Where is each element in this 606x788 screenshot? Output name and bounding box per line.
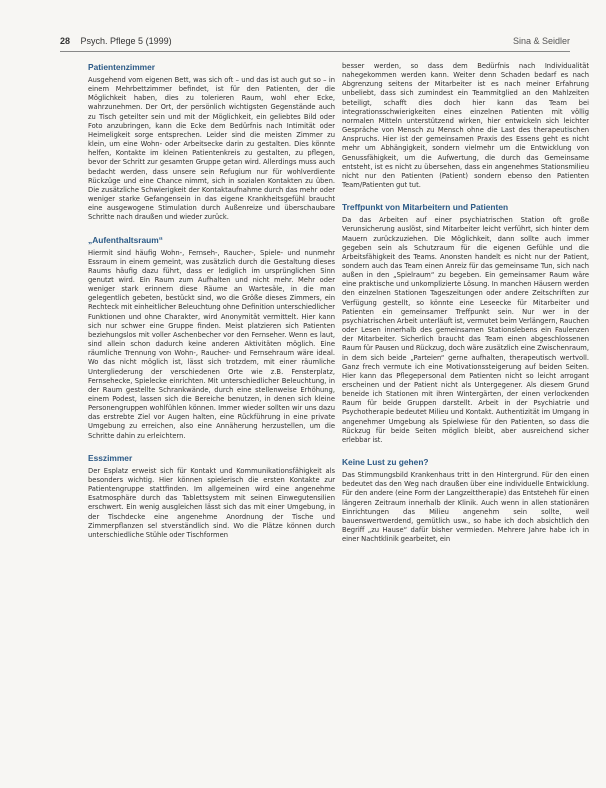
section-heading-treffpunkt: Treffpunkt von Mitarbeitern und Patienten (342, 202, 509, 213)
header-rule (60, 51, 570, 52)
section-heading-patientenzimmer: Patientenzimmer (88, 62, 156, 72)
section-heading-keine-lust: Keine Lust zu gehen? (342, 457, 429, 468)
section-text-continued: besser werden, so dass dem Bedürfnis nach Individualität nahegekommen werden kann. Weiter denn Schaden bedarf es nach Abgrenzung seitens der Mitarbeiter ist es nach meiner Erfahrung unbeliebt, dass sich zumindest ein Teammitglied an den Mahlzeiten beteiligt, schafft dies doch hier kann das Team bei integrationsschwierigkeiten eines einzelnen Patienten mit völlig normalen Mitteln unterstützend wirken, hier entwickeln sich leichter Gespräche von Mensch zu Mensch ohne die Last des therapeutischen Anspruchs. Hier ist der gemeinsamen Praxis des Essens geht es nicht mehr um Abhängigkeit, sondern vielmehr um die Entwicklung von Genussfähigkeit, um die Aufwertung, die durch das Gemeinsame entsteht, ist es nicht zu übersehen, dass ein angenehmes Stationsmilieu nicht nur den Patienten (Patient) sondern ebenso den Patienten Team/Patienten gut tut. (342, 62, 589, 190)
section-text-keine-lust: Das Stimmungsbild Krankenhaus tritt in den Hintergrund. Für den einen bedeutet das den Weg nach draußen über eine individuelle Entwicklung. Für den andere (eine Form der Langzeittherapie) das Entsteheh für einen längeren Zeitraum innerhalb der Klinik. Auch wenn in allen stationären Einrichtungen das Milieu angenehm sein sollte, weil bauenswertwerdend, gemütlich usw., so habe ich doch absichtlich den Begriff „zu Hause“ dafür bisher vermieden. Mehrere Jahre habe ich in einer Nachtklinik gearbeitet, ein (342, 471, 589, 544)
section-text-treffpunkt: Da das Arbeiten auf einer psychiatrischen Station oft große Verunsicherung auslöst, sind Mitarbeiter leicht verführt, sich hinter dem Mauern zurückzuziehen. Die Möglichkeit, dann sollte auch immer gegeben sein als Schutzraum für die eigenen Gefühle und die Arbeitsfähigkeit des Teams. Anonsten handelt es nicht nur der Patient, sondern auch das Team einen Anreiz für das gemeinsame Tun, sich nach außen in den „Spielraum“ zu begeben. Ein gemeinsamer Raum wäre eine praktische und unkomplizierte Lösung. In manchen Häusern werden den einzelnen Stationen Tageszeitungen oder andere Zeitschriften zur Verfügung gestellt, so könnte eine Leseecke für Mitarbeiter und Patienten ein gemeinsamer Treffpunkt sein. Nur wer in der psychiatrischen Arbeit unterläuft ist, vermutet beim Verlängern, Rauchen oder Lesen innerhalb des gemeinsamen Stationslebens ein Faulenzen der Mitarbeiter. Sicherlich braucht das Team einen abgeschlossenen Raum für Pausen und Rückzug, doch wäre zusätzlich eine Zwischenraum, in dem sich beide „Parteien“ gerne aufhalten, therapeutisch wertvoll. Ganz frech vermute ich eine Motivationssteigerung auf beiden Seiten. Hier kann das Pflegepersonal dem Patienten nicht so leicht arrogant erscheinen und der Patient nicht als Untergegener. Als diesem Grund beneide ich Stationen mit ihren Wintergärten, der einen verlockenden Raum für beide Gruppen darstellt. Arbeit in der Psychiatrie und Psychotherapie bedeutet Milieu und Kontakt. Authentizität im Umgang in angenehmer Umgebung als Spielwiese für den Patienten, so dass die Rückzug für beide Seiten möglich bleibt, aber ausreichend sicher erlebbar ist. (342, 216, 589, 444)
page-number: 28 (60, 36, 71, 46)
section-text-aufenthaltsraum: Hiermit sind häufig Wohn-, Fernseh-, Raucher-, Spiele- und nunmehr Essraum in einem gemeint, was zusätzlich durch die Gestaltung dieses Raums häufig dazu führt, dass er lediglich im ursprünglichen Sinn genutzt wird. Ein Raum zum Aufhalten und nicht mehr. Mehr oder weniger stark erinnern diese Räume an Wartesäle, in die man gelegentlich gebeten, bestückt sind, wo die Größe dieses Zimmers, ein Rechteck mit einheitlicher Beleuchtung ohne Definition unterschiedlicher Funktionen und ohne Charakter, wird Anonymität vermittelt. Hier kann sich nur schwer eine Gruppe finden. Meist platzieren sich Patienten beziehungslos mit voller Aschenbecher vor den Fernseher. Wenn es laut, sind allein schon dadurch keine anderen Aktivitäten möglich. Eine räumliche Trennung von Wohn-, Raucher- und Fernsehraum wäre ideal. Wo das nicht möglich ist, lässt sich trotzdem, mit einer räumliche Untergliederung der verschiedenen Orte wie z.B. Fensterplatz, Fernsehecke, Spielecke einrichten. Mit unterschiedlicher Beleuchtung, in der Raum gestellte Schrankwände, durch eine stellenweise Erhöhung, einem Podest, lassen sich die Bereiche benutzen, in denen sich kleine Personengruppen wohlfühlen können. Immer wieder sollten wir uns dazu das erstrebte Ziel vor Augen halten, eine Rückführung in eine private Umgebung zu erreichen, also eine Annäherung herzustellen, um die Schritte dahin zu erleichtern. (88, 248, 335, 440)
section-heading-esszimmer: Esszimmer (88, 452, 133, 463)
section-text-esszimmer: Der Esplatz erweist sich für Kontakt und Kommunikationsfähigkeit als besonders wichtig. Hier können spielerisch die ersten Kontakte zur Patientengruppe stattfinden. Im allgemeinen wird eine angenehme Esatmosphäre durch das Tablettsystem mit seinen Einwegutensilien erschwert. Ein wenig ausgleichen lässt sich das mit einer Umgebung, in der Tischdecke eine angenehme Anordnung der Tische und Zimmerpflanzen sel stverständlich sind. Wo die Plätze können durch unterschiedliche Stühle oder Tischformen (88, 466, 335, 539)
right-column (342, 62, 589, 544)
section-text-patientenzimmer: Ausgehend vom eigenen Bett, was sich oft – und das ist auch gut so – in einem Mehrbettzimmer befindet, ist für den Patienten, der die Möglichkeit haben, dies zu tolerieren Raum, wohl eher Ecke, wahrzunehmen. Der Ort, der persönlich wichtigsten Gegenstände auch zu Tisch geteilter sein und mit der Möglichkeit, ein geliebtes Bild oder Foto anzubringen, kann die Ecke dem Bedürfnis nach Intimität oder Heimeligkeit sorge entsprechen. Leider sind die meisten Zimmer zu klein, um eine Wohn- oder Arbeitsecke darin zu gestalten. Dies könnte helfen, Kontakte im kleinen Patientenkreis zu gestalten, zu pflegen, bevor der Schritt zur gesamten Gruppe getan wird. Allerdings muss auch bedacht werden, dass unsere sein Refugium nur für wohlverdiente Rückzüge und eine Chance nimmt, sich in sozialen Kontakten zu üben. Die zusätzliche Schwierigkeit der Kontaktaufnahme durch das mehr oder weniger starke Gefangensein in das eigene Krankheitsgefühl braucht eine ausgewogene Stimulation durch Außenreize und überschaubare Schritte nach draußen und wieder zurück. (88, 76, 335, 222)
running-head (60, 36, 570, 50)
left-column (88, 62, 335, 540)
author-names: Sina & Seidler (512, 36, 570, 46)
section-heading-aufenthaltsraum: „Aufenthaltsraum“ (88, 234, 163, 245)
journal-citation: Psych. Pflege 5 (1999) (80, 36, 172, 46)
